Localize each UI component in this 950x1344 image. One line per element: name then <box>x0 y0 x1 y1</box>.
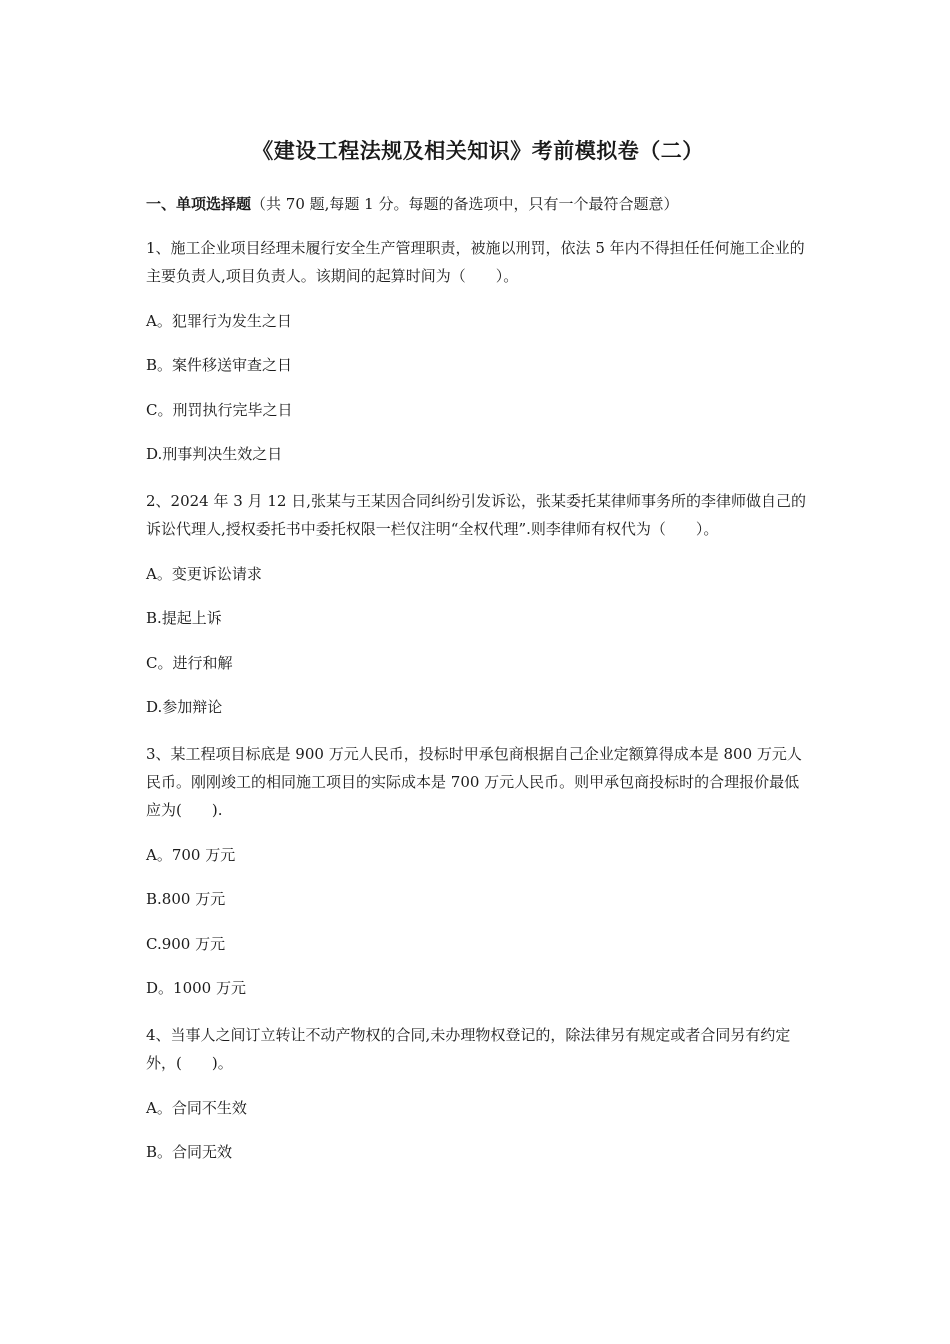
answer-option: A。变更诉讼请求 <box>146 564 262 583</box>
answer-option: B.800 万元 <box>146 890 226 908</box>
answer-option: B。案件移送审查之日 <box>146 356 293 374</box>
answer-option: A。犯罪行为发生之日 <box>146 311 292 330</box>
question-stem: 4、当事人之间订立转让不动产物权的合同,未办理物权登记的，除法律另有规定或者合同另有约定外，( )。 <box>146 1026 791 1072</box>
answer-option: D。1000 万元 <box>146 979 246 997</box>
question-stem: 1、施工企业项目经理未履行安全生产管理职责，被施以刑罚，依法 5 年内不得担任任何施工企业的主要负责人,项目负责人。该期间的起算时间为（ ）。 <box>146 239 805 285</box>
section-heading-label: 一、单项选择题 <box>146 195 252 213</box>
section-heading <box>146 193 810 215</box>
answer-option: C。刑罚执行完毕之日 <box>146 400 293 419</box>
answer-option: D.参加辩论 <box>146 698 223 716</box>
question-stem: 3、某工程项目标底是 900 万元人民币，投标时甲承包商根据自己企业定额算得成本是 800 万元人民币。刚刚竣工的相同施工项目的实际成本是 700 万元人民币。则甲承包商投标时的合理报价最低应为( ). <box>146 745 802 819</box>
answer-option: C.900 万元 <box>146 934 226 953</box>
answer-option: B.提起上诉 <box>146 609 222 627</box>
document-title: 《建设工程法规及相关知识》考前模拟卷（二） <box>252 138 704 163</box>
answer-option: A。合同不生效 <box>146 1098 247 1117</box>
section-heading-note: （共 70 题,每题 1 分。每题的备选项中，只有一个最符合题意） <box>251 195 679 213</box>
answer-option: D.刑事判决生效之日 <box>146 445 283 463</box>
answer-option: A。700 万元 <box>146 845 236 864</box>
answer-option: B。合同无效 <box>146 1143 233 1161</box>
question-stem: 2、2024 年 3 月 12 日,张某与王某因合同纠纷引发诉讼，张某委托某律师事务所的李律师做自己的诉讼代理人,授权委托书中委托权限一栏仅注明“全权代理”.则李律师有权代为（ ）。 <box>146 492 806 538</box>
answer-option: C。进行和解 <box>146 653 233 672</box>
